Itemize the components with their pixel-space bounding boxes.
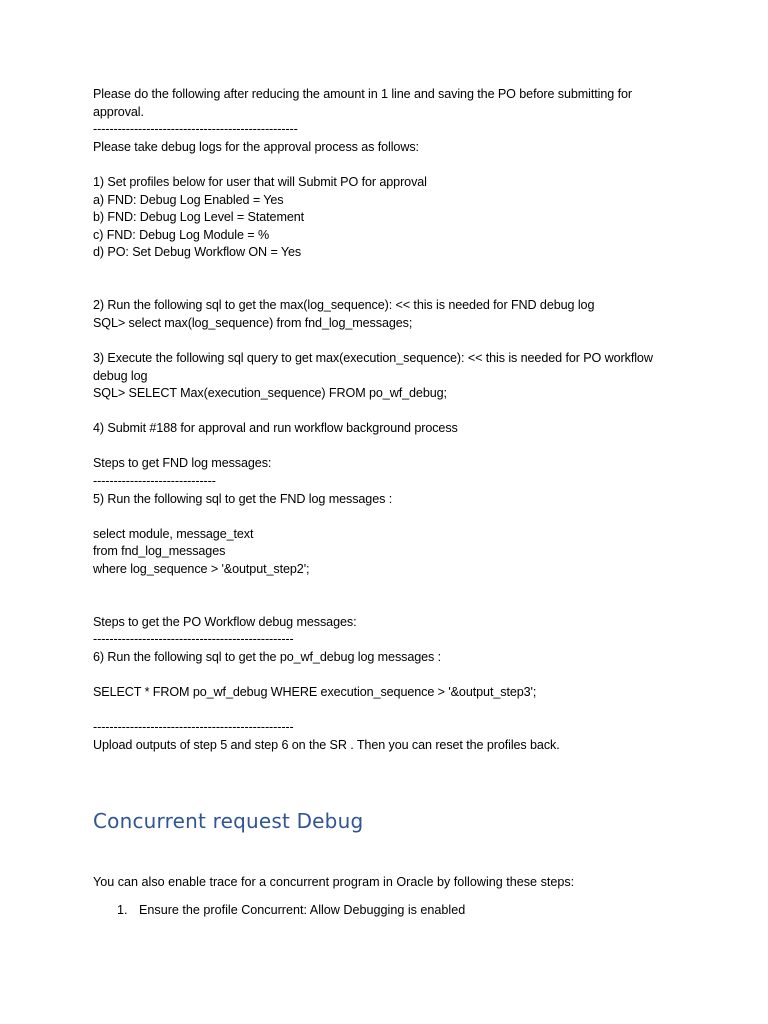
spacer — [93, 579, 673, 597]
spacer — [93, 332, 673, 350]
spacer — [93, 596, 673, 614]
upload-instruction: Upload outputs of step 5 and step 6 on the SR . Then you can reset the profiles back. — [93, 737, 560, 752]
spacer — [93, 156, 673, 174]
step6-title: 6) Run the following sql to get the po_wf_debug log messages : — [93, 650, 442, 664]
separator-line: ------------------------------------------------- — [93, 720, 294, 735]
intro-instruction: Please take debug logs for the approval process as follows: — [93, 139, 419, 154]
step2-sql: SQL> select max(log_sequence) from fnd_log_messages; — [93, 315, 413, 330]
spacer — [93, 280, 673, 298]
step3-title: 3) Execute the following sql query to get max(execution_sequence): << this is needed for PO workflow debug log — [93, 350, 653, 383]
spacer — [93, 508, 673, 526]
list-item-text: Ensure the profile Concurrent: Allow Debugging is enabled — [139, 903, 466, 917]
step2-title: 2) Run the following sql to get the max(log_sequence): << this is needed for FND debug log — [93, 298, 595, 313]
powf-heading: Steps to get the PO Workflow debug messages: — [93, 614, 357, 629]
step1-item-a: a) FND: Debug Log Enabled = Yes — [93, 192, 284, 207]
separator-line: ------------------------------ — [93, 474, 216, 489]
intro-paragraph: Please do the following after reducing the amount in 1 line and saving the PO before submitting for approval. — [93, 87, 632, 119]
spacer — [93, 667, 673, 685]
spacer — [93, 262, 673, 280]
list-item — [117, 902, 465, 920]
step1-title: 1) Set profiles below for user that will Submit PO for approval — [93, 174, 427, 189]
spacer — [93, 438, 673, 456]
fnd-sql-line-3: where log_sequence > '&output_step2'; — [93, 562, 310, 577]
spacer — [93, 702, 673, 720]
section-intro: You can also enable trace for a concurrent program in Oracle by following these steps: — [93, 875, 575, 889]
list-item-number: 1. — [117, 903, 128, 917]
step3-sql: SQL> SELECT Max(execution_sequence) FROM po_wf_debug; — [93, 386, 447, 401]
separator-line: ------------------------------------------------- — [93, 632, 294, 647]
document-body — [93, 86, 673, 755]
step4-title: 4) Submit #188 for approval and run workflow background process — [93, 421, 458, 436]
fnd-sql-line-2: from fnd_log_messages — [93, 544, 226, 559]
fnd-sql-line-1: select module, message_text — [93, 526, 254, 541]
step1-item-d: d) PO: Set Debug Workflow ON = Yes — [93, 245, 302, 260]
fnd-heading: Steps to get FND log messages: — [93, 456, 272, 471]
section-heading: Concurrent request Debug — [93, 809, 364, 833]
powf-sql: SELECT * FROM po_wf_debug WHERE execution_sequence > '&output_step3'; — [93, 685, 537, 700]
step1-item-b: b) FND: Debug Log Level = Statement — [93, 210, 305, 225]
spacer — [93, 403, 673, 421]
step5-title: 5) Run the following sql to get the FND log messages : — [93, 491, 393, 506]
step1-item-c: c) FND: Debug Log Module = % — [93, 227, 270, 242]
separator-line: -------------------------------------------------- — [93, 122, 298, 137]
